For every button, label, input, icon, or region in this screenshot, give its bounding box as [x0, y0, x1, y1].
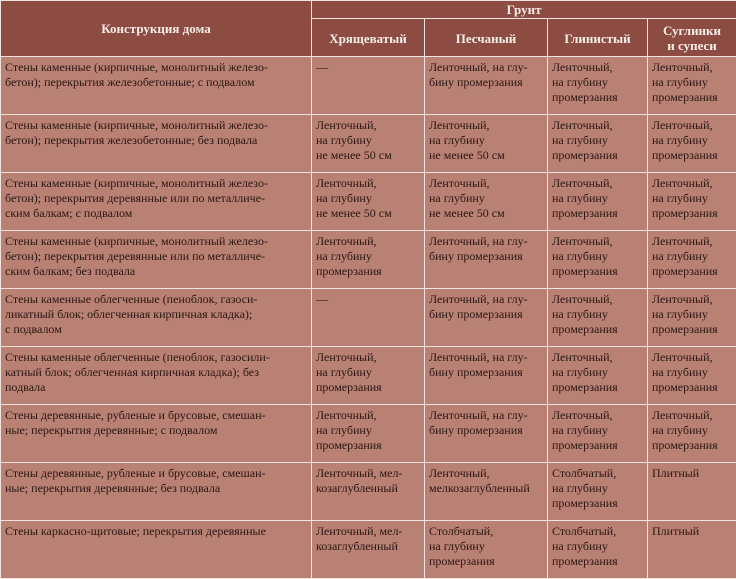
cell-line: не менее 50 см — [316, 206, 420, 221]
cell-line: промерзания — [652, 264, 732, 279]
cell-line: на глубину — [652, 191, 732, 206]
cell-line: промерзания — [652, 322, 732, 337]
cell-line: козаглубленный — [316, 481, 420, 496]
cell-line: на глубину — [429, 191, 543, 206]
cell-loam — [648, 463, 736, 521]
cell-line: Столбчатый, — [552, 524, 643, 539]
cell-line: подвала — [5, 380, 307, 395]
table-row — [1, 521, 736, 579]
cell-line: на глубину — [652, 75, 732, 90]
cell-line: промерзания — [552, 380, 643, 395]
header-soil-clay — [548, 19, 648, 57]
table-header — [1, 1, 736, 57]
cell-line: Ленточный, — [652, 292, 732, 307]
header-line: Песчаный — [429, 31, 543, 46]
cell-clay — [548, 463, 648, 521]
cell-construction — [1, 173, 312, 231]
cell-line: на глубину — [316, 191, 420, 206]
cell-clay — [548, 173, 648, 231]
cell-line: бетон); перекрытия железобетонные; с подвалом — [5, 75, 307, 90]
cell-gravelly — [312, 289, 425, 347]
cell-sandy — [425, 231, 548, 289]
cell-line: бину промерзания — [429, 365, 543, 380]
header-soil-sandy — [425, 19, 548, 57]
cell-construction — [1, 463, 312, 521]
cell-line: на глубину — [652, 249, 732, 264]
cell-line: промерзания — [552, 148, 643, 163]
cell-sandy — [425, 521, 548, 579]
table-row — [1, 347, 736, 405]
table-row — [1, 463, 736, 521]
cell-construction — [1, 347, 312, 405]
cell-line: на глубину — [552, 307, 643, 322]
cell-line: мелкозаглубленный — [429, 481, 543, 496]
cell-line: Ленточный, — [316, 176, 420, 191]
cell-line: промерзания — [552, 554, 643, 569]
cell-clay — [548, 289, 648, 347]
cell-line: Столбчатый, — [429, 524, 543, 539]
cell-line: ским балкам; с подвалом — [5, 206, 307, 221]
cell-line: Ленточный, — [429, 176, 543, 191]
cell-line: Ленточный, на глу- — [429, 234, 543, 249]
cell-loam — [648, 231, 736, 289]
cell-line: Ленточный, — [652, 118, 732, 133]
header-line: Хрящеватый — [316, 31, 420, 46]
cell-line: Ленточный, — [552, 350, 643, 365]
cell-clay — [548, 115, 648, 173]
cell-line: Ленточный, мел- — [316, 524, 420, 539]
cell-construction — [1, 231, 312, 289]
cell-line: на глубину — [316, 133, 420, 148]
cell-clay — [548, 231, 648, 289]
cell-line: на глубину — [316, 423, 420, 438]
cell-construction — [1, 289, 312, 347]
cell-line: промерзания — [652, 380, 732, 395]
cell-line: на глубину — [552, 423, 643, 438]
cell-line: Ленточный, — [552, 118, 643, 133]
table-row — [1, 115, 736, 173]
header-line: Глинистый — [552, 31, 643, 46]
cell-line: на глубину — [652, 307, 732, 322]
cell-clay — [548, 521, 648, 579]
header-soil-loam — [648, 19, 736, 57]
cell-line: Ленточный, — [552, 292, 643, 307]
cell-line: Стены каменные (кирпичные, монолитный железо- — [5, 60, 307, 75]
header-line: Суглинки — [652, 23, 732, 38]
cell-line: Ленточный, на глу- — [429, 350, 543, 365]
cell-line: Ленточный, на глу- — [429, 60, 543, 75]
cell-clay — [548, 405, 648, 463]
header-construction: Конструкция дома — [1, 1, 312, 57]
cell-loam — [648, 57, 736, 115]
cell-line: на глубину — [552, 191, 643, 206]
cell-line: на глубину — [316, 249, 420, 264]
cell-sandy — [425, 173, 548, 231]
cell-line: промерзания — [552, 322, 643, 337]
table-row — [1, 57, 736, 115]
cell-gravelly — [312, 57, 425, 115]
cell-line: на глубину — [552, 539, 643, 554]
cell-line: Ленточный, — [552, 408, 643, 423]
cell-line: Стены каменные облегченные (пеноблок, газосили- — [5, 350, 307, 365]
cell-line: на глубину — [429, 133, 543, 148]
cell-line: промерзания — [316, 264, 420, 279]
cell-loam — [648, 347, 736, 405]
cell-gravelly — [312, 521, 425, 579]
cell-line: промерзания — [552, 496, 643, 511]
cell-line: промерзания — [652, 90, 732, 105]
cell-line: промерзания — [552, 438, 643, 453]
cell-line: бину промерзания — [429, 75, 543, 90]
cell-line: не менее 50 см — [429, 206, 543, 221]
cell-line: Ленточный, — [552, 176, 643, 191]
cell-line: на глубину — [552, 481, 643, 496]
cell-loam — [648, 289, 736, 347]
cell-gravelly — [312, 231, 425, 289]
cell-gravelly — [312, 173, 425, 231]
cell-sandy — [425, 115, 548, 173]
cell-line: Ленточный, — [552, 60, 643, 75]
cell-loam — [648, 173, 736, 231]
cell-clay — [548, 347, 648, 405]
cell-line: Ленточный, мел- — [316, 466, 420, 481]
cell-line: бетон); перекрытия деревянные или по металличе- — [5, 249, 307, 264]
cell-line: Ленточный, — [652, 234, 732, 249]
cell-sandy — [425, 463, 548, 521]
cell-line: промерзания — [652, 148, 732, 163]
cell-line: промерзания — [652, 438, 732, 453]
cell-line: промерзания — [552, 264, 643, 279]
cell-line: не менее 50 см — [316, 148, 420, 163]
table-row — [1, 289, 736, 347]
cell-line: козаглубленный — [316, 539, 420, 554]
cell-line: Плитный — [652, 466, 732, 481]
cell-loam — [648, 521, 736, 579]
cell-line: ные; перекрытия деревянные; с подвалом — [5, 423, 307, 438]
table-row — [1, 231, 736, 289]
cell-line: Ленточный, — [552, 234, 643, 249]
cell-sandy — [425, 405, 548, 463]
cell-construction — [1, 115, 312, 173]
cell-sandy — [425, 289, 548, 347]
cell-construction — [1, 521, 312, 579]
cell-line: на глубину — [552, 249, 643, 264]
header-line: и супеси — [652, 38, 732, 53]
cell-line: Ленточный, — [652, 60, 732, 75]
cell-sandy — [425, 57, 548, 115]
table-row — [1, 405, 736, 463]
cell-loam — [648, 405, 736, 463]
cell-clay — [548, 57, 648, 115]
cell-line: промерзания — [652, 206, 732, 221]
cell-line: на глубину — [316, 365, 420, 380]
cell-line: Ленточный, на глу- — [429, 408, 543, 423]
cell-line: не менее 50 см — [429, 148, 543, 163]
cell-line: Ленточный, — [652, 408, 732, 423]
cell-line: промерзания — [316, 438, 420, 453]
cell-line: Ленточный, — [316, 350, 420, 365]
cell-line: катный блок; облегченная кирпичная кладка); без — [5, 365, 307, 380]
cell-gravelly — [312, 405, 425, 463]
cell-loam — [648, 115, 736, 173]
cell-line: Стены каменные (кирпичные, монолитный железо- — [5, 118, 307, 133]
cell-line: на глубину — [652, 365, 732, 380]
cell-sandy — [425, 347, 548, 405]
cell-line: бину промерзания — [429, 307, 543, 322]
cell-line: Ленточный, на глу- — [429, 292, 543, 307]
cell-line: Ленточный, — [316, 118, 420, 133]
cell-line: Ленточный, — [316, 234, 420, 249]
cell-line: — — [316, 292, 420, 307]
cell-line: промерзания — [429, 554, 543, 569]
header-soil-gravelly — [312, 19, 425, 57]
cell-line: Столбчатый, — [552, 466, 643, 481]
cell-line: бетон); перекрытия деревянные или по металличе- — [5, 191, 307, 206]
cell-construction — [1, 405, 312, 463]
cell-line: — — [316, 60, 420, 75]
cell-line: ским балкам; без подвала — [5, 264, 307, 279]
cell-line: бину промерзания — [429, 249, 543, 264]
cell-line: ликатный блок; облегченная кирпичная кладка); — [5, 307, 307, 322]
cell-line: ные; перекрытия деревянные; без подвала — [5, 481, 307, 496]
cell-line: Ленточный, — [429, 118, 543, 133]
table-row — [1, 173, 736, 231]
cell-line: на глубину — [652, 423, 732, 438]
cell-line: на глубину — [429, 539, 543, 554]
cell-line: Стены каменные облегченные (пеноблок, газоси- — [5, 292, 307, 307]
cell-line: с подвалом — [5, 322, 307, 337]
table-body — [1, 57, 736, 579]
cell-line: промерзания — [552, 90, 643, 105]
cell-line: промерзания — [316, 380, 420, 395]
cell-line: Стены каменные (кирпичные, монолитный железо- — [5, 234, 307, 249]
cell-gravelly — [312, 463, 425, 521]
cell-line: Стены деревянные, рубленые и брусовые, смешан- — [5, 466, 307, 481]
cell-line: бину промерзания — [429, 423, 543, 438]
cell-line: Ленточный, — [652, 350, 732, 365]
cell-line: Ленточный, — [316, 408, 420, 423]
cell-line: на глубину — [552, 133, 643, 148]
cell-line: на глубину — [552, 75, 643, 90]
cell-line: Стены каменные (кирпичные, монолитный железо- — [5, 176, 307, 191]
header-soil: Грунт — [312, 1, 736, 19]
cell-construction — [1, 57, 312, 115]
cell-line: Стены каркасно-щитовые; перекрытия деревянные — [5, 524, 307, 539]
cell-line: Ленточный, — [429, 466, 543, 481]
cell-line: бетон); перекрытия железобетонные; без подвала — [5, 133, 307, 148]
cell-line: промерзания — [552, 206, 643, 221]
cell-gravelly — [312, 115, 425, 173]
cell-line: Плитный — [652, 524, 732, 539]
cell-gravelly — [312, 347, 425, 405]
cell-line: Стены деревянные, рубленые и брусовые, смешан- — [5, 408, 307, 423]
cell-line: на глубину — [652, 133, 732, 148]
cell-line: Ленточный, — [652, 176, 732, 191]
cell-line: на глубину — [552, 365, 643, 380]
